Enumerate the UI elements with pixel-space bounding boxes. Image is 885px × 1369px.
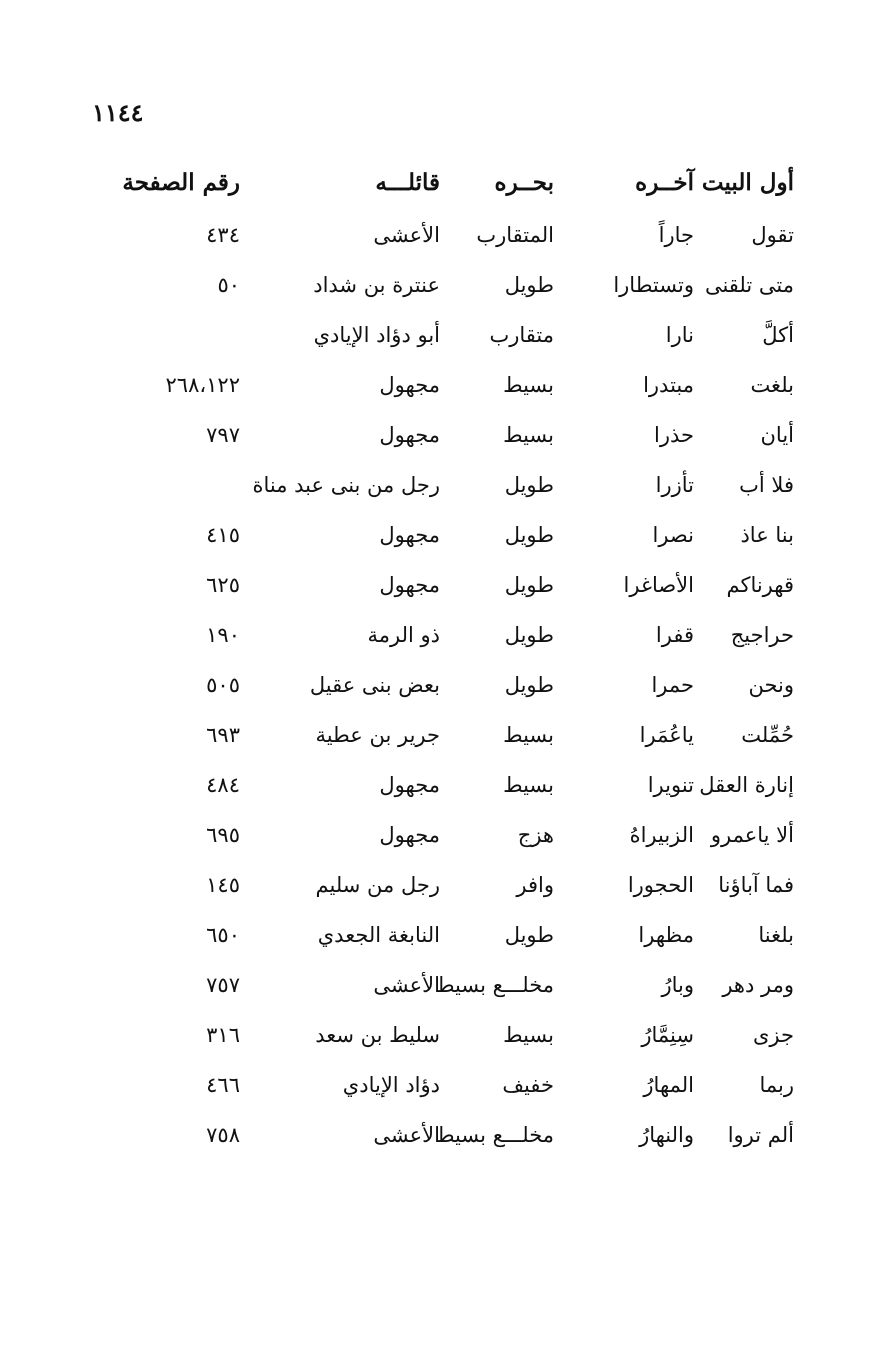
header-poet: قائلـــه bbox=[375, 169, 440, 196]
verse-first-word: حُمِّلت bbox=[741, 723, 794, 747]
verse-first-word: جزى bbox=[752, 1023, 794, 1047]
verse-last-word: الحجورا bbox=[627, 873, 694, 897]
verse-last-word: وتستطارا bbox=[613, 273, 694, 297]
verse-meter: طويل bbox=[504, 273, 554, 297]
verse-first-word: ألا ياعمرو bbox=[710, 823, 794, 847]
table-row bbox=[120, 510, 794, 560]
verse-page-ref: ٧٩٧ bbox=[206, 423, 240, 447]
verse-last-word: جاراً bbox=[658, 223, 694, 247]
verse-first-word: بنا عاذ bbox=[740, 523, 794, 547]
verse-poet: الأعشى bbox=[373, 973, 440, 997]
table-row bbox=[120, 710, 794, 760]
verse-first-word: ونحن bbox=[748, 673, 794, 697]
table-row bbox=[120, 910, 794, 960]
verse-page-ref: ٦٥٠ bbox=[206, 923, 240, 947]
verse-first-word: بلغت bbox=[750, 373, 794, 397]
verse-last-word: قفرا bbox=[655, 623, 694, 647]
header-page: رقم الصفحة bbox=[122, 169, 240, 196]
header-first-word: أول البيت bbox=[701, 169, 794, 196]
verse-page-ref: ٢٦٨،١٢٢ bbox=[165, 373, 240, 397]
verse-page-ref bbox=[120, 460, 250, 510]
verse-meter: المتقارب bbox=[476, 223, 554, 247]
verse-first-word: ربما bbox=[759, 1073, 794, 1097]
verse-meter: طويل bbox=[504, 923, 554, 947]
table-row bbox=[120, 760, 794, 810]
verse-first-word: فما آباؤنا bbox=[718, 873, 794, 897]
verse-meter: متقارب bbox=[489, 323, 554, 347]
verse-last-word: تنويرا bbox=[647, 773, 694, 797]
verse-last-word: حذرا bbox=[654, 423, 694, 447]
verse-meter: طويل bbox=[504, 473, 554, 497]
verse-last-word: تأزرا bbox=[655, 473, 694, 497]
table-row bbox=[120, 810, 794, 860]
verse-first-word: أكلَّ bbox=[762, 323, 794, 347]
verse-meter: بسيط bbox=[503, 773, 554, 797]
table-row bbox=[120, 460, 794, 510]
verse-meter: وافر bbox=[516, 873, 554, 897]
verse-poet: عنترة بن شداد bbox=[313, 273, 440, 297]
verse-page-ref: ٥٠٥ bbox=[206, 673, 240, 697]
verse-last-word: حمرا bbox=[651, 673, 694, 697]
verse-last-word: نصرا bbox=[652, 523, 694, 547]
verse-first-word: ألم تروا bbox=[727, 1123, 794, 1147]
verse-meter: بسيط bbox=[503, 723, 554, 747]
verse-poet: مجهول bbox=[379, 823, 440, 847]
verse-meter: طويل bbox=[504, 673, 554, 697]
table-row bbox=[120, 260, 794, 310]
table-row bbox=[120, 410, 794, 460]
verse-page-ref: ٦٢٥ bbox=[206, 573, 240, 597]
table-row bbox=[120, 1060, 794, 1110]
verse-first-word: إنارة العقل bbox=[699, 773, 794, 797]
table-row bbox=[120, 610, 794, 660]
verse-page-ref: ٦٩٣ bbox=[206, 723, 240, 747]
verse-first-word: بلغنا bbox=[758, 923, 794, 947]
verse-meter: بسيط bbox=[503, 1023, 554, 1047]
verse-last-word: المهارُ bbox=[643, 1073, 694, 1097]
verse-last-word: الأصاغرا bbox=[623, 573, 694, 597]
header-last-word: آخــره bbox=[635, 169, 694, 196]
verse-page-ref: ٥٠ bbox=[217, 273, 240, 297]
verse-first-word: أيان bbox=[760, 423, 794, 447]
verse-meter: مخلـــع بسيط bbox=[435, 1123, 554, 1147]
verse-poet: الأعشى bbox=[373, 1123, 440, 1147]
table-row bbox=[120, 1110, 794, 1160]
verse-first-word: ومر دهر bbox=[722, 973, 794, 997]
verse-poet: مجهول bbox=[379, 573, 440, 597]
verse-poet: جرير بن عطية bbox=[315, 723, 440, 747]
verse-poet: دؤاد الإيادي bbox=[342, 1073, 440, 1097]
verse-last-word: سِنِمَّارُ bbox=[641, 1023, 694, 1047]
verse-last-word: نارا bbox=[665, 323, 694, 347]
verse-meter: مخلـــع بسيط bbox=[435, 973, 554, 997]
verse-poet: بعض بنى عقيل bbox=[309, 673, 440, 697]
verse-page-ref: ٤٣٤ bbox=[206, 223, 240, 247]
verse-page-ref: ٧٥٧ bbox=[206, 973, 240, 997]
table-row bbox=[120, 860, 794, 910]
verse-poet: مجهول bbox=[379, 523, 440, 547]
verse-first-word: قهرناكم bbox=[726, 573, 794, 597]
verse-meter: طويل bbox=[504, 523, 554, 547]
table-header-row bbox=[120, 160, 794, 210]
verse-first-word: تقول bbox=[751, 223, 794, 247]
verse-page-ref: ١٩٠ bbox=[206, 623, 240, 647]
verse-last-word: مظهرا bbox=[638, 923, 694, 947]
verse-last-word: الزبيراهُ bbox=[629, 823, 694, 847]
verse-poet: النابغة الجعدي bbox=[317, 923, 440, 947]
verse-last-word: والنهارُ bbox=[639, 1123, 694, 1147]
verse-meter: بسيط bbox=[503, 373, 554, 397]
table-row bbox=[120, 560, 794, 610]
verse-last-word: ياعُمَرا bbox=[639, 723, 694, 747]
verse-last-word: وبارُ bbox=[661, 973, 694, 997]
verse-poet: رجل من سليم bbox=[315, 873, 440, 897]
verse-index-table bbox=[120, 160, 794, 1160]
table-row bbox=[120, 660, 794, 710]
verse-page-ref: ١٤٥ bbox=[206, 873, 240, 897]
verse-first-word: متى تلقنى bbox=[704, 273, 794, 297]
verse-page-ref: ٦٩٥ bbox=[206, 823, 240, 847]
table-body bbox=[120, 210, 794, 1160]
verse-poet: مجهول bbox=[379, 373, 440, 397]
table-row bbox=[120, 310, 794, 360]
verse-poet: رجل من بنى عبد مناة bbox=[252, 473, 440, 497]
verse-poet: مجهول bbox=[379, 423, 440, 447]
verse-meter: خفيف bbox=[502, 1073, 554, 1097]
verse-poet: الأعشى bbox=[373, 223, 440, 247]
verse-page-ref: ٤١٥ bbox=[206, 523, 240, 547]
verse-meter: طويل bbox=[504, 573, 554, 597]
page-number: ١١٤٤ bbox=[92, 98, 144, 127]
verse-poet: ذو الرمة bbox=[367, 623, 440, 647]
verse-meter: طويل bbox=[504, 623, 554, 647]
verse-page-ref: ٤٦٦ bbox=[206, 1073, 240, 1097]
verse-page-ref: ٣١٦ bbox=[206, 1023, 240, 1047]
verse-page-ref: ٤٨٤ bbox=[206, 773, 240, 797]
header-meter: بحــره bbox=[494, 169, 554, 196]
verse-first-word: حراجيج bbox=[730, 623, 794, 647]
table-row bbox=[120, 360, 794, 410]
verse-meter: بسيط bbox=[503, 423, 554, 447]
verse-page-ref: ٧٥٨ bbox=[206, 1123, 240, 1147]
table-row bbox=[120, 1010, 794, 1060]
verse-page-ref bbox=[120, 310, 250, 360]
verse-first-word: فلا أب bbox=[739, 473, 794, 497]
verse-poet: سليط بن سعد bbox=[315, 1023, 440, 1047]
verse-last-word: مبتدرا bbox=[643, 373, 694, 397]
verse-poet: أبو دؤاد الإيادي bbox=[313, 323, 440, 347]
verse-meter: هزج bbox=[517, 823, 554, 847]
table-row bbox=[120, 960, 794, 1010]
verse-poet: مجهول bbox=[379, 773, 440, 797]
table-row bbox=[120, 210, 794, 260]
